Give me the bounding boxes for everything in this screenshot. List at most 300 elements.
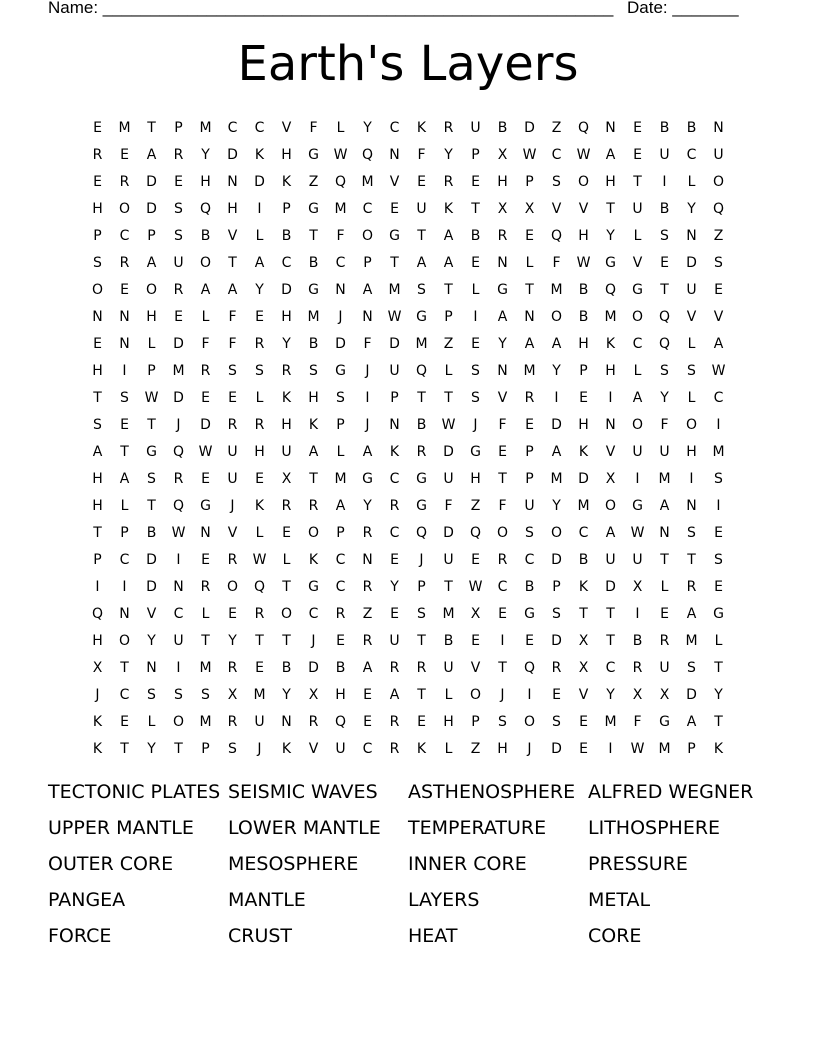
grid-letter: Q [658, 335, 671, 352]
grid-letter: T [417, 632, 426, 649]
grid-letter: L [255, 524, 264, 541]
grid-letter: T [174, 740, 183, 757]
grid-letter: N [389, 146, 400, 163]
grid-letter: E [120, 713, 129, 730]
grid-row [84, 654, 732, 681]
grid-letter: J [500, 686, 505, 703]
grid-letter: X [524, 200, 535, 217]
grid-letter: U [632, 443, 643, 460]
grid-letter: J [257, 740, 262, 757]
grid-letter: J [419, 551, 424, 568]
grid-letter: I [635, 605, 640, 622]
grid-letter: E [120, 146, 129, 163]
grid-letter: U [605, 551, 616, 568]
grid-letter: D [254, 173, 265, 190]
word-bank-item: OUTER CORE [48, 853, 174, 875]
grid-letter: N [173, 578, 184, 595]
grid-letter: D [146, 578, 157, 595]
grid-letter: P [120, 524, 129, 541]
grid-letter: L [444, 362, 453, 379]
letter-grid [84, 114, 732, 762]
grid-letter: P [471, 146, 480, 163]
grid-letter: A [119, 470, 130, 487]
grid-letter: E [660, 254, 669, 271]
grid-letter: M [334, 470, 347, 487]
grid-letter: A [551, 335, 562, 352]
grid-letter: T [714, 659, 723, 676]
grid-letter: G [389, 227, 400, 244]
grid-letter: R [173, 146, 184, 163]
grid-letter: R [254, 335, 265, 352]
grid-letter: R [524, 389, 535, 406]
grid-row [84, 546, 732, 573]
grid-letter: U [335, 740, 346, 757]
grid-letter: N [362, 308, 373, 325]
grid-letter: P [525, 173, 534, 190]
grid-letter: E [471, 632, 480, 649]
grid-letter: J [365, 416, 370, 433]
grid-letter: I [176, 659, 181, 676]
grid-letter: T [606, 632, 615, 649]
grid-letter: J [527, 740, 532, 757]
grid-letter: E [579, 389, 588, 406]
grid-letter: W [252, 551, 267, 568]
grid-letter: F [633, 713, 642, 730]
grid-letter: I [473, 308, 478, 325]
grid-letter: M [199, 119, 212, 136]
grid-letter: B [632, 632, 643, 649]
grid-letter: P [444, 308, 453, 325]
grid-letter: P [282, 200, 291, 217]
grid-letter: N [605, 119, 616, 136]
grid-letter: R [389, 713, 400, 730]
grid-letter: R [362, 578, 373, 595]
grid-letter: T [147, 497, 156, 514]
grid-letter: V [578, 200, 589, 217]
grid-letter: L [147, 713, 156, 730]
grid-letter: T [309, 227, 318, 244]
grid-letter: I [689, 470, 694, 487]
grid-letter: Q [604, 281, 617, 298]
grid-letter: L [201, 308, 210, 325]
grid-letter: O [550, 308, 563, 325]
grid-letter: H [281, 308, 292, 325]
grid-letter: R [254, 605, 265, 622]
grid-letter: D [173, 389, 184, 406]
grid-letter: C [578, 524, 589, 541]
grid-row [84, 249, 732, 276]
grid-row [84, 411, 732, 438]
grid-letter: S [471, 362, 480, 379]
grid-letter: Q [469, 524, 482, 541]
grid-letter: C [227, 119, 238, 136]
grid-letter: V [227, 227, 238, 244]
grid-letter: W [630, 524, 645, 541]
grid-letter: B [443, 632, 454, 649]
grid-letter: K [281, 740, 292, 757]
grid-letter: G [146, 443, 157, 460]
grid-letter: B [578, 551, 589, 568]
grid-letter: D [146, 551, 157, 568]
grid-letter: H [92, 632, 103, 649]
grid-letter: K [578, 578, 589, 595]
grid-letter: B [470, 227, 481, 244]
grid-letter: Y [147, 740, 156, 757]
grid-letter: U [281, 443, 292, 460]
grid-letter: I [257, 200, 262, 217]
grid-letter: E [363, 686, 372, 703]
grid-letter: R [551, 659, 562, 676]
grid-letter: J [365, 362, 370, 379]
grid-letter: W [576, 254, 591, 271]
grid-letter: K [443, 200, 454, 217]
grid-letter: R [362, 632, 373, 649]
grid-letter: T [444, 389, 453, 406]
grid-letter: T [282, 632, 291, 649]
grid-letter: A [362, 659, 373, 676]
grid-letter: A [605, 146, 616, 163]
grid-letter: T [498, 659, 507, 676]
grid-letter: S [552, 173, 561, 190]
grid-letter: C [335, 551, 346, 568]
grid-letter: P [93, 551, 102, 568]
grid-letter: I [176, 551, 181, 568]
grid-letter: S [417, 605, 426, 622]
grid-letter: R [281, 362, 292, 379]
grid-letter: X [281, 470, 292, 487]
grid-letter: F [228, 308, 237, 325]
grid-row [84, 465, 732, 492]
word-bank-item: HEAT [408, 925, 458, 947]
grid-letter: T [309, 470, 318, 487]
grid-letter: E [660, 605, 669, 622]
grid-letter: E [390, 605, 399, 622]
grid-letter: A [146, 146, 157, 163]
grid-letter: H [92, 497, 103, 514]
grid-letter: H [578, 416, 589, 433]
grid-letter: H [92, 470, 103, 487]
grid-letter: L [444, 740, 453, 757]
grid-letter: S [309, 362, 318, 379]
grid-letter: K [308, 416, 319, 433]
grid-letter: N [362, 551, 373, 568]
grid-letter: S [525, 524, 534, 541]
grid-letter: T [417, 227, 426, 244]
grid-row [84, 735, 732, 762]
grid-letter: O [496, 524, 509, 541]
grid-row [84, 384, 732, 411]
grid-letter: E [120, 416, 129, 433]
grid-letter: O [685, 416, 698, 433]
grid-letter: X [632, 578, 643, 595]
grid-letter: Q [658, 308, 671, 325]
grid-letter: I [500, 632, 505, 649]
grid-letter: T [147, 119, 156, 136]
grid-letter: P [174, 119, 183, 136]
grid-letter: W [630, 740, 645, 757]
grid-letter: N [119, 308, 130, 325]
grid-letter: H [497, 173, 508, 190]
grid-letter: E [201, 470, 210, 487]
grid-letter: H [200, 173, 211, 190]
grid-letter: Y [282, 335, 291, 352]
grid-letter: N [659, 524, 670, 541]
grid-letter: R [227, 416, 238, 433]
grid-letter: Y [606, 686, 615, 703]
grid-letter: Q [253, 578, 266, 595]
word-bank-item: CRUST [228, 925, 293, 947]
grid-letter: V [308, 740, 319, 757]
grid-letter: A [389, 686, 400, 703]
grid-letter: Q [361, 146, 374, 163]
grid-row [84, 681, 732, 708]
grid-letter: N [524, 308, 535, 325]
word-bank-item: METAL [588, 889, 651, 911]
grid-letter: K [308, 551, 319, 568]
grid-letter: G [308, 578, 319, 595]
grid-letter: V [470, 659, 481, 676]
grid-letter: B [659, 119, 670, 136]
grid-letter: A [308, 443, 319, 460]
grid-letter: S [147, 686, 156, 703]
grid-letter: O [631, 308, 644, 325]
grid-letter: I [662, 173, 667, 190]
grid-letter: S [120, 389, 129, 406]
grid-letter: X [470, 605, 481, 622]
grid-letter: U [686, 281, 697, 298]
grid-letter: A [416, 254, 427, 271]
grid-letter: B [659, 200, 670, 217]
grid-letter: N [713, 119, 724, 136]
grid-letter: U [443, 470, 454, 487]
grid-letter: A [335, 497, 346, 514]
grid-letter: M [307, 308, 320, 325]
grid-letter: P [417, 578, 426, 595]
grid-letter: H [146, 308, 157, 325]
grid-letter: Q [415, 524, 428, 541]
grid-letter: Y [282, 686, 291, 703]
grid-letter: A [686, 713, 697, 730]
grid-letter: S [228, 740, 237, 757]
grid-letter: Z [551, 119, 562, 136]
grid-letter: Y [498, 335, 507, 352]
grid-letter: V [389, 173, 400, 190]
grid-letter: O [226, 578, 239, 595]
grid-letter: G [524, 605, 535, 622]
grid-letter: Y [390, 578, 399, 595]
grid-letter: R [335, 605, 346, 622]
grid-letter: R [443, 119, 454, 136]
grid-letter: E [93, 119, 102, 136]
grid-letter: Y [687, 200, 696, 217]
grid-letter: K [281, 173, 292, 190]
grid-letter: G [497, 281, 508, 298]
grid-letter: T [606, 605, 615, 622]
word-bank-item: FORCE [48, 925, 112, 947]
grid-letter: Y [552, 362, 561, 379]
grid-letter: A [659, 497, 670, 514]
grid-row [84, 438, 732, 465]
grid-letter: W [468, 578, 483, 595]
grid-letter: H [254, 443, 265, 460]
grid-letter: N [146, 659, 157, 676]
name-field-label: Name: ______________________________________________________ [48, 0, 614, 17]
grid-letter: W [522, 146, 537, 163]
grid-letter: W [198, 443, 213, 460]
grid-letter: C [119, 227, 130, 244]
grid-letter: T [471, 200, 480, 217]
grid-row [84, 330, 732, 357]
grid-letter: R [362, 524, 373, 541]
grid-letter: T [390, 254, 399, 271]
grid-letter: O [199, 254, 212, 271]
grid-letter: Q [172, 443, 185, 460]
grid-letter: D [227, 146, 238, 163]
grid-row [84, 303, 732, 330]
grid-letter: D [551, 551, 562, 568]
grid-letter: E [336, 632, 345, 649]
grid-letter: T [201, 632, 210, 649]
grid-letter: M [334, 200, 347, 217]
grid-letter: E [255, 470, 264, 487]
grid-letter: Y [255, 281, 264, 298]
grid-letter: P [336, 416, 345, 433]
word-bank-item: PANGEA [48, 889, 126, 911]
grid-letter: Y [201, 146, 210, 163]
grid-letter: H [605, 173, 616, 190]
grid-letter: I [716, 497, 721, 514]
grid-letter: R [632, 659, 643, 676]
grid-letter: H [308, 389, 319, 406]
grid-letter: R [686, 578, 697, 595]
grid-letter: L [147, 335, 156, 352]
grid-letter: T [120, 443, 129, 460]
grid-letter: S [714, 254, 723, 271]
grid-row [84, 168, 732, 195]
grid-row [84, 114, 732, 141]
grid-letter: O [631, 416, 644, 433]
grid-letter: Q [334, 713, 347, 730]
grid-letter: T [228, 254, 237, 271]
grid-letter: G [308, 200, 319, 217]
grid-letter: P [363, 254, 372, 271]
word-bank-item: LAYERS [408, 889, 480, 911]
grid-letter: G [713, 605, 724, 622]
grid-letter: S [687, 362, 696, 379]
grid-letter: R [497, 227, 508, 244]
grid-letter: N [119, 335, 130, 352]
grid-letter: C [551, 146, 562, 163]
grid-letter: U [173, 254, 184, 271]
grid-letter: K [92, 740, 103, 757]
grid-letter: C [308, 605, 319, 622]
grid-letter: W [387, 308, 402, 325]
grid-letter: G [362, 470, 373, 487]
grid-letter: S [93, 254, 102, 271]
grid-letter: Y [444, 146, 453, 163]
grid-letter: O [280, 605, 293, 622]
grid-letter: V [551, 200, 562, 217]
grid-letter: E [633, 119, 642, 136]
grid-letter: P [147, 227, 156, 244]
grid-letter: U [443, 551, 454, 568]
grid-letter: R [200, 578, 211, 595]
grid-letter: F [228, 335, 237, 352]
grid-letter: S [201, 686, 210, 703]
grid-letter: T [633, 173, 642, 190]
grid-letter: T [714, 713, 723, 730]
grid-letter: N [497, 254, 508, 271]
grid-letter: M [577, 497, 590, 514]
grid-letter: U [416, 200, 427, 217]
grid-letter: C [686, 146, 697, 163]
grid-letter: V [146, 605, 157, 622]
grid-letter: S [336, 389, 345, 406]
grid-letter: S [174, 227, 183, 244]
grid-letter: Y [606, 227, 615, 244]
grid-letter: U [524, 497, 535, 514]
grid-letter: D [146, 173, 157, 190]
grid-letter: G [605, 254, 616, 271]
grid-letter: H [497, 740, 508, 757]
grid-letter: N [227, 173, 238, 190]
grid-letter: K [254, 497, 265, 514]
grid-letter: D [551, 416, 562, 433]
grid-letter: L [255, 227, 264, 244]
grid-letter: E [471, 551, 480, 568]
grid-letter: H [281, 146, 292, 163]
grid-letter: I [95, 578, 100, 595]
grid-letter: L [687, 389, 696, 406]
grid-letter: D [443, 443, 454, 460]
grid-letter: Y [363, 119, 372, 136]
grid-letter: B [281, 227, 292, 244]
grid-letter: D [551, 632, 562, 649]
grid-letter: D [389, 335, 400, 352]
grid-letter: D [200, 416, 211, 433]
grid-row [84, 519, 732, 546]
grid-letter: R [227, 713, 238, 730]
grid-letter: L [282, 551, 291, 568]
grid-letter: R [254, 416, 265, 433]
grid-letter: C [254, 119, 265, 136]
grid-letter: H [470, 470, 481, 487]
grid-letter: Q [712, 200, 725, 217]
grid-letter: B [524, 578, 535, 595]
grid-letter: O [307, 524, 320, 541]
grid-letter: E [363, 713, 372, 730]
grid-letter: B [335, 659, 346, 676]
grid-letter: Z [443, 335, 454, 352]
grid-letter: F [498, 416, 507, 433]
grid-letter: Y [552, 497, 561, 514]
grid-letter: V [281, 119, 292, 136]
grid-letter: E [174, 308, 183, 325]
grid-letter: R [308, 713, 319, 730]
grid-letter: V [227, 524, 238, 541]
word-bank-item: CORE [588, 925, 642, 947]
grid-letter: Z [470, 497, 481, 514]
grid-letter: I [554, 389, 559, 406]
grid-letter: V [497, 389, 508, 406]
grid-letter: B [281, 659, 292, 676]
grid-letter: T [282, 578, 291, 595]
grid-letter: E [93, 173, 102, 190]
grid-letter: A [200, 281, 211, 298]
grid-letter: I [122, 578, 127, 595]
grid-letter: M [361, 173, 374, 190]
grid-letter: F [309, 119, 318, 136]
